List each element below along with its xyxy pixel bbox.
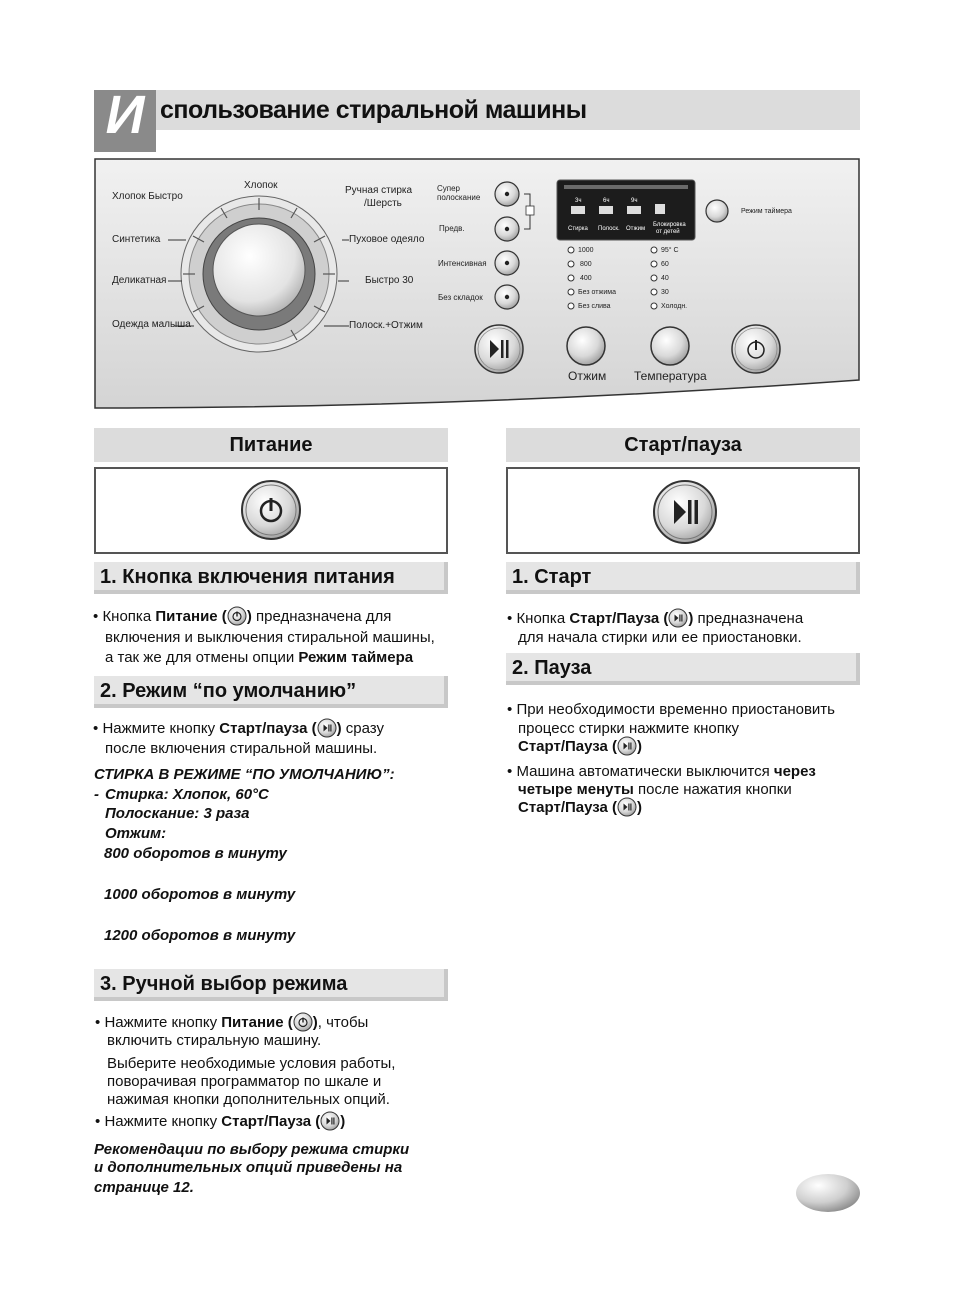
option-label-prewash: Предв. xyxy=(439,224,465,233)
start-button-box xyxy=(506,467,860,554)
dial-label-delicate: Деликатная xyxy=(112,275,167,286)
spin-option: Без отжима xyxy=(578,289,616,296)
option-label-intensive: Интенсивная xyxy=(438,259,487,268)
dial-label-quick30: Быстро 30 xyxy=(365,275,414,286)
display-lock-1: Блокировка xyxy=(653,222,686,228)
power-p2: • Нажмите кнопку Старт/пауза ( ) сразу xyxy=(93,719,384,738)
dial-label-duvet: Пуховое одеяло xyxy=(349,234,425,245)
start-p1: • Кнопка Старт/Пауза ( ) предназначена xyxy=(507,609,803,628)
dial-label-rinse-spin: Полоск.+Отжим xyxy=(349,320,423,331)
temp-option: 30 xyxy=(661,289,669,296)
power-icon-inline xyxy=(227,606,247,626)
power-button-box xyxy=(94,467,448,554)
dial-label-wool: /Шерсть xyxy=(364,198,402,209)
temp-option: Холодн. xyxy=(661,303,688,310)
start-p3-line2: четыре менуты после нажатия кнопки xyxy=(518,781,792,798)
temp-option: 60 xyxy=(661,261,669,268)
dial-label-cotton-quick: Хлопок Быстро xyxy=(112,191,183,202)
rpm-800: 800 оборотов в минуту xyxy=(104,845,287,862)
default-mode-title: СТИРКА В РЕЖИМЕ “ПО УМОЛЧАНИЮ”: xyxy=(94,766,395,783)
option-label-super-rinse-2: полоскание xyxy=(437,193,481,202)
power-p3-line5: нажимая кнопки дополнительных опций. xyxy=(107,1091,390,1108)
default-rinse: Полоскание: 3 раза xyxy=(105,805,250,822)
power-p3: • Нажмите кнопку Питание ( ), чтобы xyxy=(95,1013,368,1032)
power-section-header: Питание xyxy=(94,428,448,462)
recommendation-line3: странице 12. xyxy=(94,1179,194,1196)
power-p1-line2: включения и выключения стиральной машины, xyxy=(105,629,435,646)
power-panel-button[interactable] xyxy=(732,325,780,373)
display-timer-9: 9ч xyxy=(631,198,638,204)
spin-button xyxy=(567,327,605,365)
dial-label-handwash: Ручная стирка xyxy=(345,185,413,196)
start-pause-icon-inline xyxy=(617,736,637,756)
display-stage-rinse: Полоск. xyxy=(598,226,620,232)
default-spin: Отжим: xyxy=(105,825,167,842)
start-sub2-heading: 2. Пауза xyxy=(506,653,860,685)
power-icon-inline xyxy=(293,1012,313,1032)
start-pause-button-icon[interactable] xyxy=(652,479,718,545)
rpm-1200: 1200 оборотов в минуту xyxy=(104,927,296,944)
display-timer-3: 3ч xyxy=(575,198,582,204)
spin-option: 400 xyxy=(580,275,592,282)
temp-option: 40 xyxy=(661,275,669,282)
start-pause-icon-inline xyxy=(317,718,337,738)
timer-button xyxy=(706,200,728,222)
start-p2-line2: процесс стирки нажмите кнопку xyxy=(518,720,740,737)
power-sub2-heading: 2. Режим “по умолчанию” xyxy=(94,676,448,708)
dial-label-baby: Одежда малыша xyxy=(112,319,191,330)
start-sub1-heading: 1. Старт xyxy=(506,562,860,594)
display-stage-wash: Стирка xyxy=(568,226,588,232)
start-p3-line1: • Машина автоматически выключится через xyxy=(507,763,816,780)
spin-option: Без слива xyxy=(578,303,611,310)
start-p2-line1: • При необходимости временно приостановить xyxy=(507,701,835,718)
page-title: спользование стиральной машины xyxy=(160,96,587,124)
start-p3-line3: Старт/Пауза ( ) xyxy=(518,798,642,817)
start-pause-icon-inline xyxy=(320,1111,340,1131)
start-pause-panel-button[interactable] xyxy=(475,325,523,373)
spin-option: 1000 xyxy=(578,247,594,254)
power-p3-line4: поворачивая программатор по шкале и xyxy=(107,1073,382,1090)
timer-label: Режим таймера xyxy=(741,208,792,215)
option-label-super-rinse-1: Супер xyxy=(437,184,461,193)
recommendation-line1: Рекомендации по выбору режима стирки xyxy=(94,1141,410,1158)
power-p1-line3: а так же для отмены опции Режим таймера xyxy=(105,649,414,666)
power-p3-line2: включить стиральную машину. xyxy=(107,1032,322,1049)
display-timer-6: 6ч xyxy=(603,198,610,204)
start-section-header: Старт/пауза xyxy=(506,428,860,462)
temperature-label: Температура xyxy=(634,369,707,383)
default-dash: - xyxy=(94,786,99,803)
temperature-button xyxy=(651,327,689,365)
dial-label-synthetic: Синтетика xyxy=(112,234,161,245)
power-p2-line2: после включения стиральной машины. xyxy=(105,740,378,757)
start-pause-icon-inline xyxy=(668,608,688,628)
power-p3-line3: Выберите необходимые условия работы, xyxy=(107,1055,396,1072)
start-pause-icon-inline xyxy=(617,797,637,817)
dial-label-cotton: Хлопок xyxy=(244,180,278,191)
power-p1: • Кнопка Питание ( ) предназначена для xyxy=(93,607,391,626)
temp-option: 95° C xyxy=(661,247,679,254)
rpm-1000: 1000 оборотов в минуту xyxy=(104,886,296,903)
page-corner-oval xyxy=(794,1172,862,1214)
display-stage-spin: Отжим xyxy=(626,226,646,232)
power-button-icon[interactable] xyxy=(240,479,302,541)
power-sub3-heading: 3. Ручной выбор режима xyxy=(94,969,448,1001)
power-sub1-heading: 1. Кнопка включения питания xyxy=(94,562,448,594)
start-p2-line3: Старт/Пауза ( ) xyxy=(518,737,642,756)
recommendation-line2: и дополнительных опций приведены на xyxy=(94,1159,403,1176)
spin-option: 800 xyxy=(580,261,592,268)
option-label-no-crease: Без складок xyxy=(438,293,483,302)
default-wash: Стирка: Хлопок, 60°С xyxy=(105,786,269,803)
title-initial: И xyxy=(105,85,145,145)
display-lock-2: от детей xyxy=(656,229,680,235)
control-panel xyxy=(94,158,860,410)
power-p4: • Нажмите кнопку Старт/Пауза ( ) xyxy=(95,1112,345,1131)
start-p1-line2: для начала стирки или ее приостановки. xyxy=(518,629,802,646)
spin-label: Отжим xyxy=(568,369,607,383)
